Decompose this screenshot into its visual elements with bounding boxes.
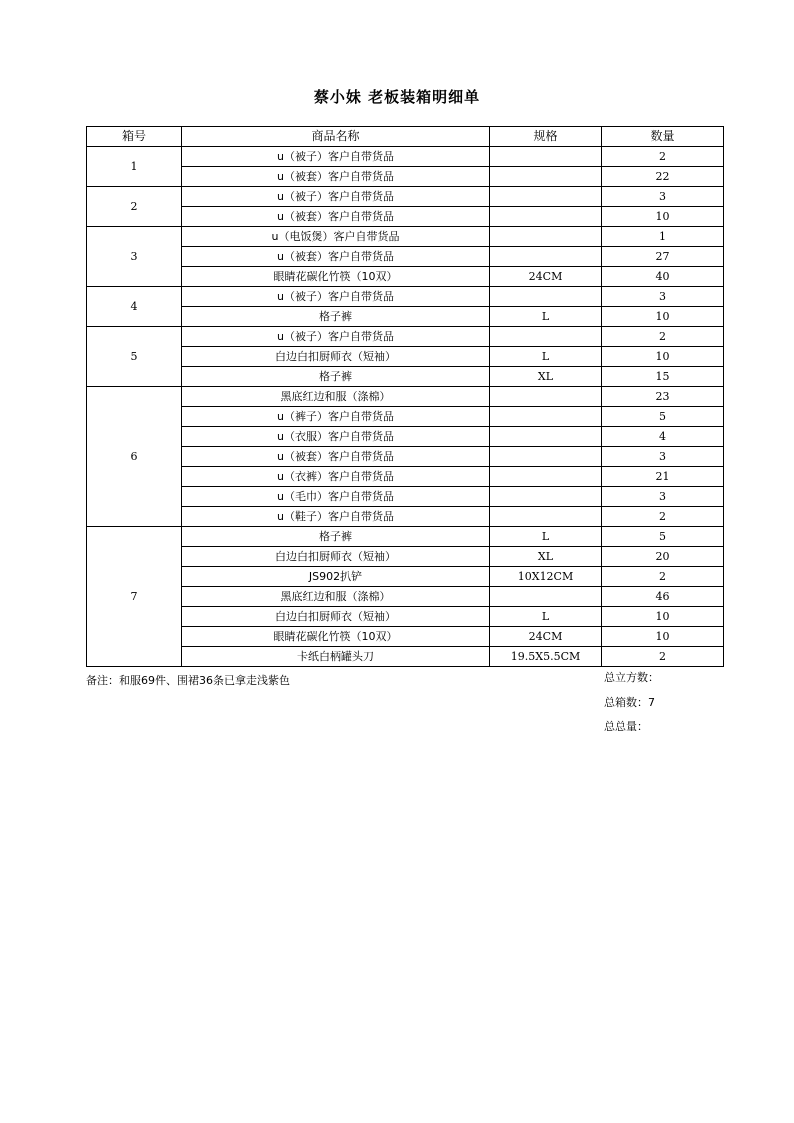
table-row bbox=[87, 347, 724, 367]
box-number-cell: 6 bbox=[87, 387, 182, 527]
product-name-cell: 黑底红边和服（涤棉） bbox=[182, 387, 490, 407]
quantity-cell: 2 bbox=[602, 327, 724, 347]
header-quantity: 数量 bbox=[602, 127, 724, 147]
quantity-cell: 3 bbox=[602, 447, 724, 467]
product-name-cell: u（被套）客户自带货品 bbox=[182, 167, 490, 187]
quantity-cell: 27 bbox=[602, 247, 724, 267]
quantity-cell: 5 bbox=[602, 407, 724, 427]
table-row bbox=[87, 647, 724, 667]
spec-cell: 24CM bbox=[490, 267, 602, 287]
table-row bbox=[87, 167, 724, 187]
table-row bbox=[87, 227, 724, 247]
product-name-cell: u（被子）客户自带货品 bbox=[182, 327, 490, 347]
box-number-cell: 5 bbox=[87, 327, 182, 387]
remark-note: 备注：和服69件、围裙36条已拿走浅紫色 bbox=[86, 674, 290, 687]
quantity-cell: 10 bbox=[602, 607, 724, 627]
spec-cell: L bbox=[490, 527, 602, 547]
quantity-cell: 10 bbox=[602, 627, 724, 647]
table-row bbox=[87, 327, 724, 347]
spec-cell bbox=[490, 387, 602, 407]
packing-list-table bbox=[86, 126, 724, 667]
header-spec: 规格 bbox=[490, 127, 602, 147]
quantity-cell: 3 bbox=[602, 187, 724, 207]
product-name-cell: u（裤子）客户自带货品 bbox=[182, 407, 490, 427]
spec-cell: 10X12CM bbox=[490, 567, 602, 587]
product-name-cell: 格子裤 bbox=[182, 367, 490, 387]
product-name-cell: 格子裤 bbox=[182, 527, 490, 547]
product-name-cell: u（鞋子）客户自带货品 bbox=[182, 507, 490, 527]
table-row bbox=[87, 247, 724, 267]
table-row bbox=[87, 147, 724, 167]
quantity-cell: 15 bbox=[602, 367, 724, 387]
product-name-cell: u（电饭煲）客户自带货品 bbox=[182, 227, 490, 247]
quantity-cell: 4 bbox=[602, 427, 724, 447]
product-name-cell: 眼睛花碳化竹筷（10双） bbox=[182, 627, 490, 647]
spec-cell bbox=[490, 507, 602, 527]
product-name-cell: u（被套）客户自带货品 bbox=[182, 207, 490, 227]
table-row bbox=[87, 307, 724, 327]
spec-cell: L bbox=[490, 607, 602, 627]
product-name-cell: JS902扒铲 bbox=[182, 567, 490, 587]
product-name-cell: u（衣服）客户自带货品 bbox=[182, 427, 490, 447]
spec-cell: 19.5X5.5CM bbox=[490, 647, 602, 667]
product-name-cell: u（被套）客户自带货品 bbox=[182, 247, 490, 267]
quantity-cell: 5 bbox=[602, 527, 724, 547]
table-row bbox=[87, 467, 724, 487]
table-header-row bbox=[87, 127, 724, 147]
quantity-cell: 3 bbox=[602, 287, 724, 307]
spec-cell: L bbox=[490, 307, 602, 327]
spec-cell: XL bbox=[490, 547, 602, 567]
quantity-cell: 2 bbox=[602, 147, 724, 167]
spec-cell: L bbox=[490, 347, 602, 367]
quantity-cell: 1 bbox=[602, 227, 724, 247]
table-row bbox=[87, 507, 724, 527]
spec-cell bbox=[490, 587, 602, 607]
box-number-cell: 7 bbox=[87, 527, 182, 667]
spec-cell: 24CM bbox=[490, 627, 602, 647]
spec-cell bbox=[490, 407, 602, 427]
table-row bbox=[87, 287, 724, 307]
table-row bbox=[87, 407, 724, 427]
quantity-cell: 2 bbox=[602, 567, 724, 587]
table-row bbox=[87, 207, 724, 227]
table-row bbox=[87, 487, 724, 507]
spec-cell: XL bbox=[490, 367, 602, 387]
table-row bbox=[87, 367, 724, 387]
quantity-cell: 10 bbox=[602, 207, 724, 227]
product-name-cell: 白边白扣厨师衣（短袖） bbox=[182, 547, 490, 567]
product-name-cell: 眼睛花碳化竹筷（10双） bbox=[182, 267, 490, 287]
box-number-cell: 4 bbox=[87, 287, 182, 327]
spec-cell bbox=[490, 187, 602, 207]
box-number-cell: 2 bbox=[87, 187, 182, 227]
spec-cell bbox=[490, 287, 602, 307]
quantity-cell: 21 bbox=[602, 467, 724, 487]
table-row bbox=[87, 387, 724, 407]
table-row bbox=[87, 427, 724, 447]
header-product-name: 商品名称 bbox=[182, 127, 490, 147]
table-row bbox=[87, 627, 724, 647]
quantity-cell: 46 bbox=[602, 587, 724, 607]
spec-cell bbox=[490, 467, 602, 487]
header-box-no: 箱号 bbox=[87, 127, 182, 147]
table-row bbox=[87, 547, 724, 567]
quantity-cell: 40 bbox=[602, 267, 724, 287]
spec-cell bbox=[490, 167, 602, 187]
quantity-cell: 10 bbox=[602, 307, 724, 327]
product-name-cell: u（被子）客户自带货品 bbox=[182, 147, 490, 167]
quantity-cell: 20 bbox=[602, 547, 724, 567]
table-row bbox=[87, 587, 724, 607]
spec-cell bbox=[490, 207, 602, 227]
table-row bbox=[87, 447, 724, 467]
table-row bbox=[87, 267, 724, 287]
product-name-cell: u（衣裤）客户自带货品 bbox=[182, 467, 490, 487]
product-name-cell: u（毛巾）客户自带货品 bbox=[182, 487, 490, 507]
product-name-cell: 卡纸白柄罐头刀 bbox=[182, 647, 490, 667]
product-name-cell: u（被子）客户自带货品 bbox=[182, 287, 490, 307]
table-row bbox=[87, 527, 724, 547]
quantity-cell: 22 bbox=[602, 167, 724, 187]
box-number-cell: 3 bbox=[87, 227, 182, 287]
table-row bbox=[87, 187, 724, 207]
spec-cell bbox=[490, 447, 602, 467]
spec-cell bbox=[490, 227, 602, 247]
table-row bbox=[87, 567, 724, 587]
product-name-cell: 白边白扣厨师衣（短袖） bbox=[182, 607, 490, 627]
quantity-cell: 10 bbox=[602, 347, 724, 367]
table-body bbox=[87, 147, 724, 667]
total-boxes-label: 总箱数：7 bbox=[604, 696, 655, 709]
product-name-cell: u（被套）客户自带货品 bbox=[182, 447, 490, 467]
product-name-cell: 白边白扣厨师衣（短袖） bbox=[182, 347, 490, 367]
product-name-cell: 黑底红边和服（涤棉） bbox=[182, 587, 490, 607]
product-name-cell: u（被子）客户自带货品 bbox=[182, 187, 490, 207]
total-weight-label: 总总量： bbox=[604, 720, 648, 733]
spec-cell bbox=[490, 247, 602, 267]
spec-cell bbox=[490, 327, 602, 347]
quantity-cell: 3 bbox=[602, 487, 724, 507]
quantity-cell: 2 bbox=[602, 647, 724, 667]
quantity-cell: 2 bbox=[602, 507, 724, 527]
total-volume-label: 总立方数： bbox=[604, 671, 659, 684]
box-number-cell: 1 bbox=[87, 147, 182, 187]
product-name-cell: 格子裤 bbox=[182, 307, 490, 327]
table-row bbox=[87, 607, 724, 627]
spec-cell bbox=[490, 147, 602, 167]
spec-cell bbox=[490, 427, 602, 447]
quantity-cell: 23 bbox=[602, 387, 724, 407]
spec-cell bbox=[490, 487, 602, 507]
document-title: 蔡小妹 老板装箱明细单 bbox=[313, 88, 481, 106]
